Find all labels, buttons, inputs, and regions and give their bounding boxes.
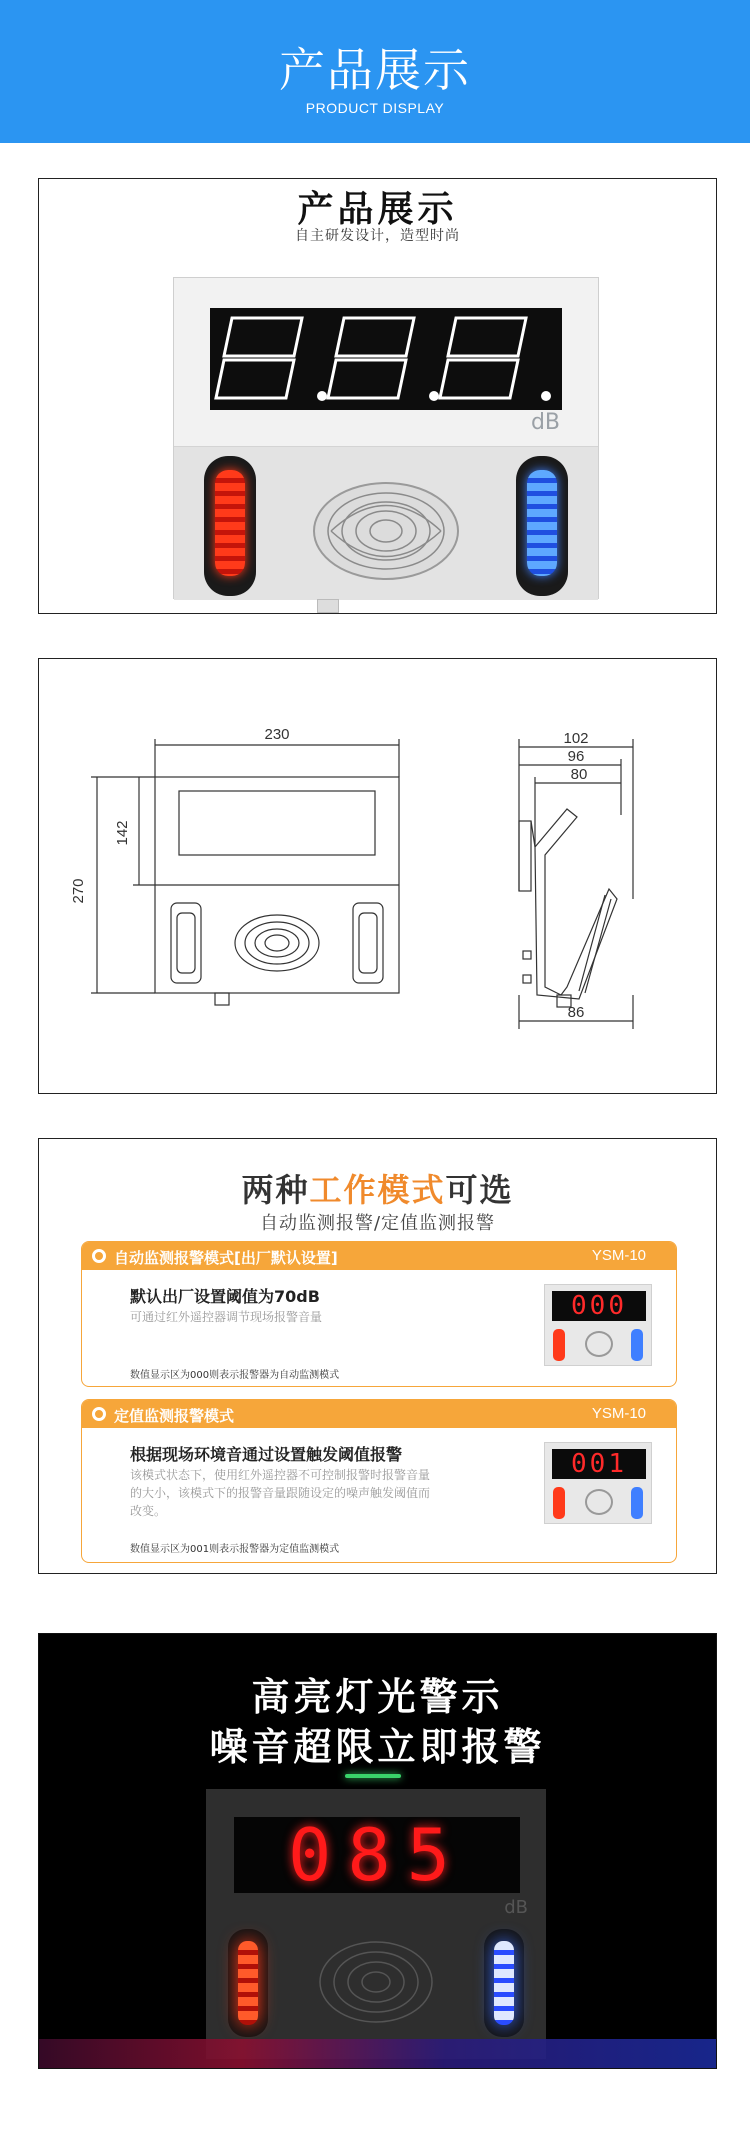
dimension-drawing: [39, 659, 717, 1094]
dim-screen-height: 142: [114, 820, 131, 846]
mini-display: 001: [552, 1449, 646, 1479]
mode-note: 数值显示区为001则表示报警器为定值监测模式: [130, 1544, 340, 1555]
alarm-device: [206, 1789, 546, 2059]
alarm-panel: [38, 1633, 717, 2069]
red-strobe-light: [228, 1929, 268, 2037]
alarm-line2: 噪音超限立即报警: [209, 1725, 546, 1769]
speaker-grille-icon: [311, 480, 461, 582]
alarm-display: 085: [234, 1817, 520, 1893]
floor-glow: [39, 2039, 716, 2069]
modes-subtitle: 自动监测报警/定值监测报警: [259, 1213, 496, 1234]
device-unit: dB: [530, 410, 560, 435]
mini-device: [544, 1442, 652, 1524]
dim-depth-total: 102: [563, 730, 589, 747]
dim-width: 230: [264, 726, 290, 743]
mini-device: [544, 1284, 652, 1366]
status-indicator: [345, 1774, 401, 1778]
modes-title: 两种工作模式可选: [241, 1171, 514, 1209]
mode-head: 默认出厂设置阈值为70dB: [130, 1287, 320, 1306]
product-subtitle: 自主研发设计，造型时尚: [295, 228, 460, 244]
dim-height: 270: [70, 878, 87, 904]
mode-head: 根据现场环境音通过设置触发阈值报警: [130, 1445, 403, 1464]
alarm-unit: dB: [504, 1897, 528, 1918]
header-title: 产品展示: [279, 43, 471, 97]
mode-note: 数值显示区为000则表示报警器为自动监测模式: [130, 1370, 340, 1381]
device-screen: [210, 308, 562, 410]
product-title: 产品展示: [297, 189, 458, 230]
modes-panel: [38, 1138, 717, 1574]
blue-strobe-light: [484, 1929, 524, 2037]
mode-desc: 可通过红外遥控器调节现场报警音量: [130, 1310, 323, 1324]
page-header: [0, 0, 750, 143]
dimension-drawing-panel: [38, 658, 717, 1094]
header-subtitle: PRODUCT DISPLAY: [305, 100, 445, 116]
speaker-grille-icon: [316, 1939, 436, 2025]
circle-icon: [92, 1407, 106, 1421]
red-strobe-light: [204, 456, 256, 596]
dim-depth-mid: 96: [567, 748, 585, 765]
circle-icon: [92, 1249, 106, 1263]
mini-display: 000: [552, 1291, 646, 1321]
dim-depth-bottom: 86: [567, 1004, 585, 1021]
mode-card-auto: 自动监测报警模式[出厂默认设置] YSM-10 默认出厂设置阈值为70dB 可通过红外遥控器调节现场报警音量 数值显示区为000则表示报警器为自动监测模式 000: [81, 1241, 677, 1387]
blue-strobe-light: [516, 456, 568, 596]
device-front: [173, 277, 599, 599]
product-photo-panel: [38, 178, 717, 614]
mode-card-fixed: 定值监测报警模式 YSM-10 根据现场环境音通过设置触发阈值报警 该模式状态下，使用红外遥控器不可控制报警时报警音量的大小，该模式下的报警音量跟随设定的噪声触发阈值而改变。 数值显示区为001则表示报警器为定值监测模式 001: [81, 1399, 677, 1563]
alarm-line1: 高亮灯光警示: [251, 1675, 504, 1719]
device-connector: [317, 599, 339, 613]
dim-depth-inner: 80: [570, 766, 588, 783]
mode-desc: 该模式状态下，使用红外遥控器不可控制报警时报警音量的大小，该模式下的报警音量跟随设定的噪声触发阈值而改变。: [130, 1468, 431, 1518]
